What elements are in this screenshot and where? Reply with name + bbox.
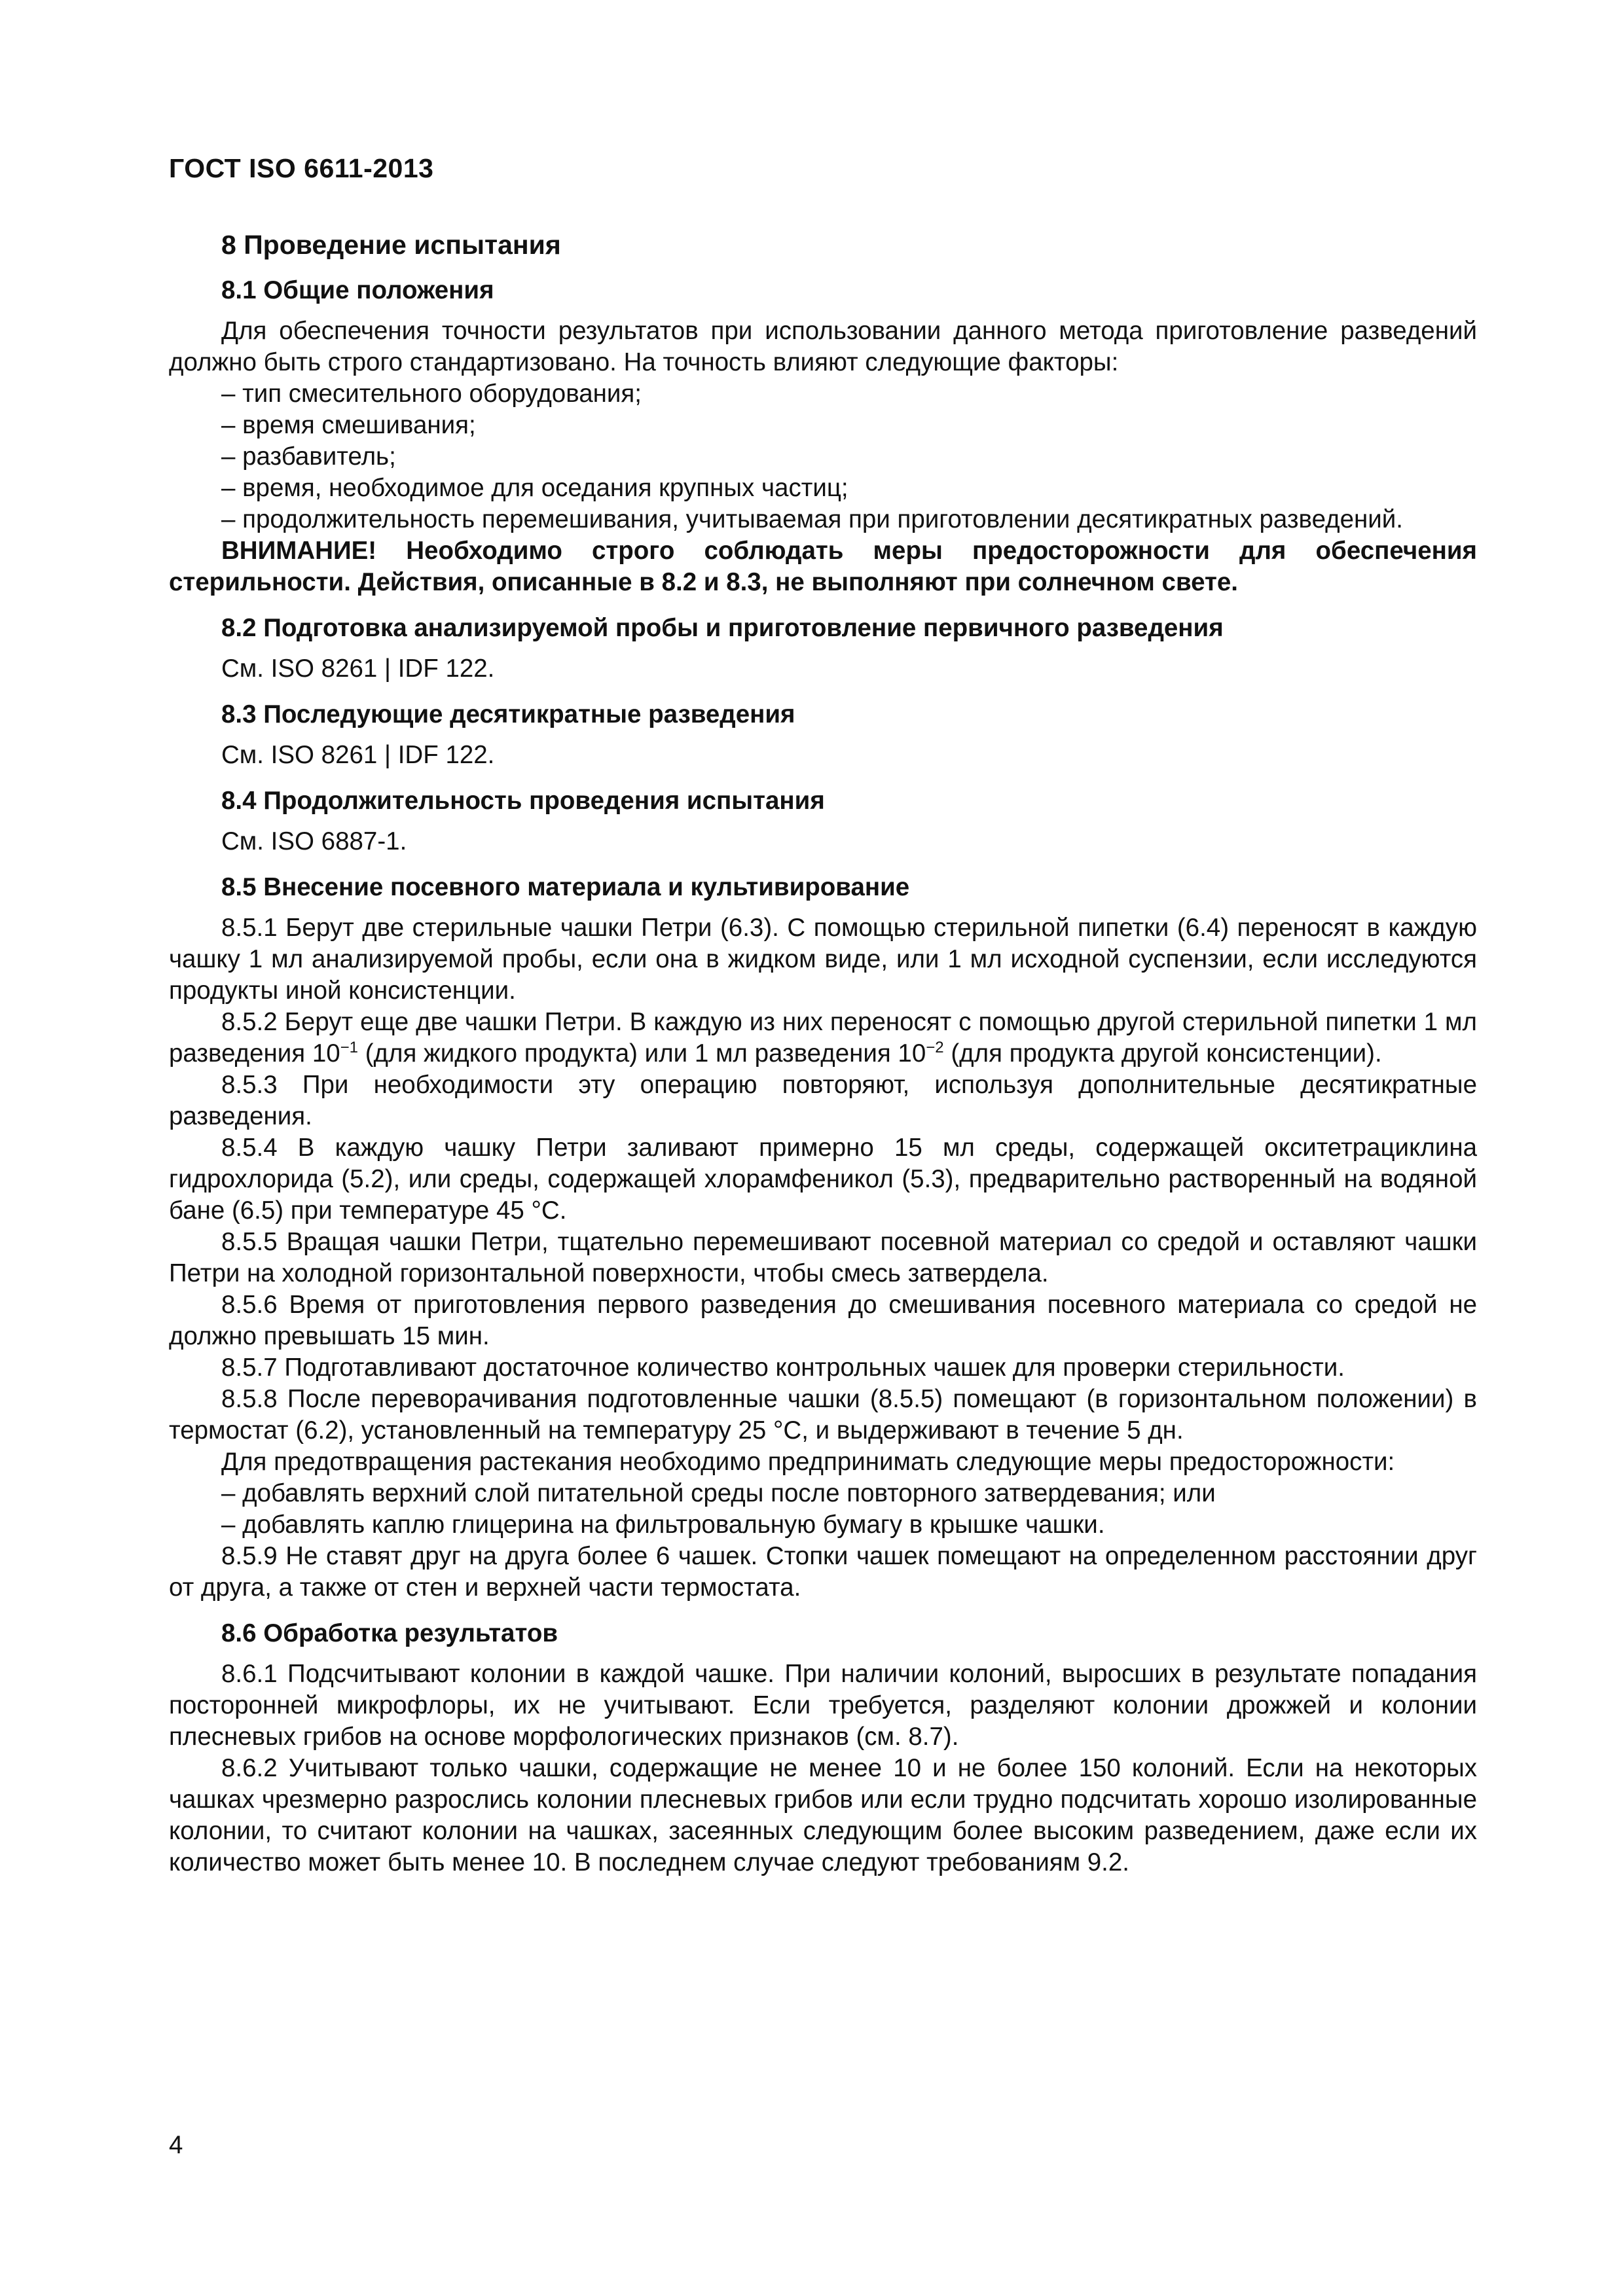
list-item: – разбавитель; xyxy=(221,442,396,471)
section-8-1-title: 8.1 Общие положения xyxy=(221,276,494,304)
paragraph: Для предотвращения растекания необходимо предпринимать следующие меры предосторожности: xyxy=(221,1448,1395,1476)
paragraph-8-5-5: 8.5.5 Вращая чашки Петри, тщательно перемешивают посевной материал со средой и оставляют чашки Петри на холодной горизонтальной поверхности, чтобы смесь затвердела. xyxy=(169,1228,1477,1287)
list-item: – продолжительность перемешивания, учитываемая при приготовлении десятикратных разведений. xyxy=(221,505,1403,533)
paragraph-8-5-9: 8.5.9 Не ставят друг на друга более 6 чашек. Стопки чашек помещают на определенном расстоянии друг от друга, а также от стен и верхней части термостата. xyxy=(169,1542,1477,1602)
list-item: – добавлять верхний слой питательной среды после повторного затвердевания; или xyxy=(221,1479,1216,1507)
paragraph: См. ISO 8261 | IDF 122. xyxy=(221,655,495,683)
exponent: −2 xyxy=(926,1039,944,1057)
section-8-3-title: 8.3 Последующие десятикратные разведения xyxy=(221,700,795,728)
paragraph-8-5-1: 8.5.1 Берут две стерильные чашки Петри (6.3). С помощью стерильной пипетки (6.4) переносят в каждую чашку 1 мл анализируемой пробы, если она в жидком виде, или 1 мл исходной суспензии, если исследуются продукты иной консистенции. xyxy=(169,914,1477,1005)
document-header: ГОСТ ISO 6611-2013 xyxy=(169,153,434,183)
text-span: (для жидкого продукта) или 1 мл разведения 10 xyxy=(358,1039,926,1067)
exponent: −1 xyxy=(340,1039,359,1057)
list-item: – время, необходимое для оседания крупных частиц; xyxy=(221,474,848,502)
paragraph-8-5-6: 8.5.6 Время от приготовления первого разведения до смешивания посевного материала со средой не должно превышать 15 мин. xyxy=(169,1291,1477,1350)
warning-paragraph: ВНИМАНИЕ! Необходимо строго соблюдать меры предосторожности для обеспечения стерильности. Действия, описанные в 8.2 и 8.3, не выполняют при солнечном свете. xyxy=(169,537,1477,596)
paragraph-8-5-3: 8.5.3 При необходимости эту операцию повторяют, используя дополнительные десятикратные разведения. xyxy=(169,1071,1477,1130)
paragraph-8-5-7: 8.5.7 Подготавливают достаточное количество контрольных чашек для проверки стерильности. xyxy=(221,1354,1345,1382)
paragraph: Для обеспечения точности результатов при использовании данного метода приготовление разведений должно быть строго стандартизовано. На точность влияют следующие факторы: xyxy=(169,317,1477,376)
text-span: (для продукта другой консистенции). xyxy=(943,1039,1382,1067)
paragraph-8-5-8: 8.5.8 После переворачивания подготовленные чашки (8.5.5) помещают (в горизонтальном положении) в термостат (6.2), установленный на температуру 25 °С, и выдерживают в течение 5 дн. xyxy=(169,1385,1477,1444)
section-8-4-title: 8.4 Продолжительность проведения испытания xyxy=(221,787,825,815)
paragraph: См. ISO 8261 | IDF 122. xyxy=(221,741,495,769)
paragraph: См. ISO 6887-1. xyxy=(221,827,407,855)
list-item: – время смешивания; xyxy=(221,411,476,439)
paragraph-8-5-2 xyxy=(169,1007,1477,1069)
section-8-2-title: 8.2 Подготовка анализируемой пробы и приготовление первичного разведения xyxy=(221,614,1224,642)
page-number: 4 xyxy=(169,2131,183,2159)
list-item: – добавлять каплю глицерина на фильтровальную бумагу в крышке чашки. xyxy=(221,1511,1105,1539)
paragraph-8-6-1: 8.6.1 Подсчитывают колонии в каждой чашке. При наличии колоний, выросших в результате попадания посторонней микрофлоры, их не учитывают. Если требуется, разделяют колонии дрожжей и колонии плесневых грибов на основе морфологических признаков (см. 8.7). xyxy=(169,1660,1477,1751)
list-item: – тип смесительного оборудования; xyxy=(221,380,642,408)
paragraph-8-6-2: 8.6.2 Учитывают только чашки, содержащие не менее 10 и не более 150 колоний. Если на некоторых чашках чрезмерно разрослись колонии плесневых грибов или если трудно подсчитать хорошо изолированные колонии, то считают колонии на чашках, засеянных следующим более высоким разведением, даже если их количество может быть менее 10. В последнем случае следуют требованиям 9.2. xyxy=(169,1754,1477,1876)
section-8-6-title: 8.6 Обработка результатов xyxy=(221,1619,558,1647)
text-span: 8.5.2 Берут еще две чашки Петри. В каждую из них переносят с помощью другой стерильной пипетки 1 мл разведения 10 xyxy=(169,1008,1477,1067)
paragraph-8-5-4: 8.5.4 В каждую чашку Петри заливают примерно 15 мл среды, содержащей окситетрациклина гидрохлорида (5.2), или среды, содержащей хлорамфеникол (5.3), предварительно растворенный на водяной бане (6.5) при температуре 45 °С. xyxy=(169,1134,1477,1225)
main-content xyxy=(169,229,1477,1878)
section-8-title: 8 Проведение испытания xyxy=(221,230,561,260)
section-8-5-title: 8.5 Внесение посевного материала и культивирование xyxy=(221,873,910,901)
